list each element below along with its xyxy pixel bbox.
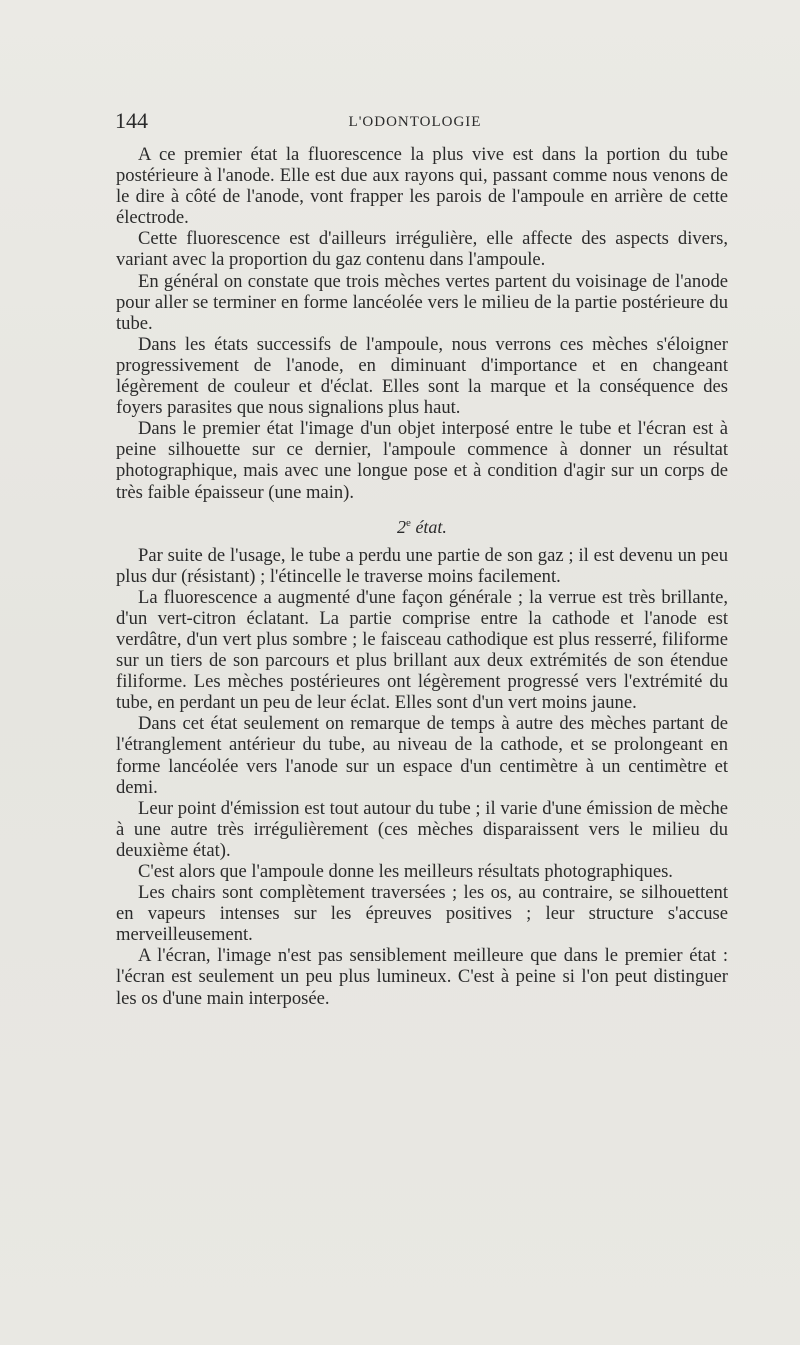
paragraph: Leur point d'émission est tout autour du tube ; il varie d'une émission de mèche à une autre très irrégulièrement (ces mèches disparaissent vers le milieu du deuxième état). [116,797,728,861]
paragraph: A l'écran, l'image n'est pas sensiblement meilleure que dans le premier état : l'écran est seulement un peu plus lumineux. C'est à peine si l'on peut distinguer les os d'une main interposée. [116,945,728,1009]
paragraph: Cette fluorescence est d'ailleurs irrégulière, elle affecte des aspects divers, variant avec la proportion du gaz contenu dans l'ampoule. [116,228,728,271]
section-superscript: e [406,516,411,529]
paragraph: La fluorescence a augmenté d'une façon générale ; la verrue est très brillante, d'un vert-citron éclatant. La partie comprise entre la cathode et l'anode est verdâtre, d'un vert plus sombre ; le faisceau cathodique est plus resserré, filiforme sur un tiers de son parcours et plus brillant aux deux extrémités de son étendue filiforme. Les mèches postérieures ont légèrement progressé vers l'extrémité du tube, en perdant un peu de leur éclat. Elles sont d'un vert moins jaune. [116,586,728,714]
page-header [115,108,715,138]
body-text [116,144,728,1009]
section-title: état. [415,516,447,537]
section-number: 2 [397,516,407,537]
paragraph: A ce premier état la fluorescence la plus vive est dans la portion du tube postérieure à l'anode. Elle est due aux rayons qui, passant comme nous venons de le dire à côté de l'anode, vont frapper les parois de l'ampoule en arrière de cette électrode. [116,144,728,229]
paragraph: C'est alors que l'ampoule donne les meilleurs résultats photographiques. [138,861,673,882]
page-number: 144 [115,108,148,133]
running-title: L'ODONTOLOGIE [348,114,482,130]
paragraph: Dans cet état seulement on remarque de temps à autre des mèches partant de l'étranglement antérieur du tube, au niveau de la cathode, et se prolongeant en forme lancéolée vers l'anode sur un espace d'un centimètre à un centimètre et demi. [116,713,728,798]
paragraph: En général on constate que trois mèches vertes partent du voisinage de l'anode pour aller se terminer en forme lancéolée vers le milieu de la partie postérieure du tube. [116,270,728,334]
paragraph: Dans le premier état l'image d'un objet interposé entre le tube et l'écran est à peine silhouette sur ce dernier, l'ampoule commence à donner un résultat photographique, mais avec une longue pose et à condition d'agir sur un corps de très faible épaisseur (une main). [116,418,728,503]
paragraph: Dans les états successifs de l'ampoule, nous verrons ces mèches s'éloigner progressivement de l'anode, en diminuant d'importance et en changeant légèrement de couleur et d'éclat. Elles sont la marque et la conséquence des foyers parasites que nous signalions plus haut. [116,333,728,419]
paragraph: Par suite de l'usage, le tube a perdu une partie de son gaz ; il est devenu un peu plus dur (résistant) ; l'étincelle le traverse moins facilement. [116,544,728,587]
paragraph: Les chairs sont complètement traversées ; les os, au contraire, se silhouettent en vapeurs intenses sur les épreuves positives ; leur structure s'accuse merveilleusement. [116,882,728,946]
section-heading [116,513,728,538]
